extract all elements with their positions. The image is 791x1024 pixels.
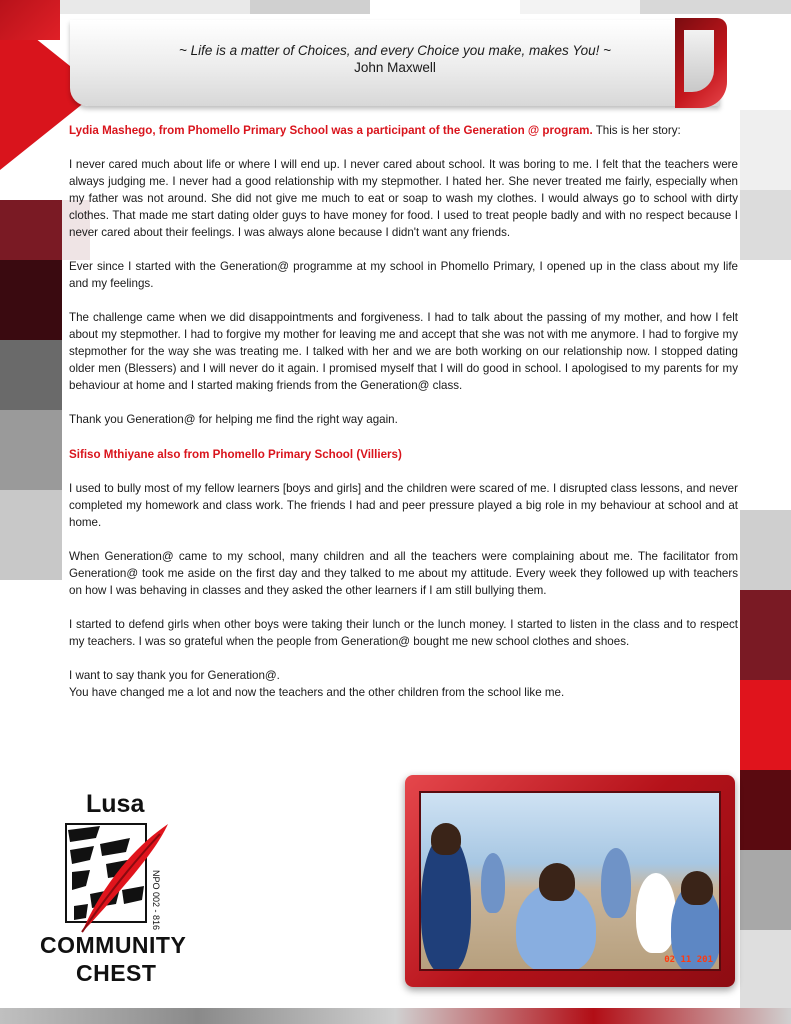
story1-paragraph: The challenge came when we did disappointments and forgiveness. I had to talk about the passing of my mother, and how I felt about my stepmother. I had to forgive my mother for leaving me and accept that she was not with me anymore. I had to forgive my stepmother for the way she was treating me. I talked with her and we are both working on our relationship now. I stopped dating older men (Blessers) and I will never do it again. I promised myself that I will do good in school. I apologised to my parents for my behaviour at home and I started making friends from the Generation@ class.	[69, 311, 738, 392]
quote	[120, 42, 670, 76]
logo-npo-number: NPO 002 - 816	[151, 870, 161, 931]
decor-square	[740, 110, 791, 190]
photo-figure	[539, 863, 575, 901]
photo-figure	[431, 823, 461, 855]
decor-square	[740, 930, 791, 1008]
story1-paragraph: I never cared much about life or where I will end up. I never cared about school. It was boring to me. I felt that the teachers were always judging me. I never had a good relationship with my stepmother. I hated her. She never treated me fairly, especially when my father was not around. She did not give me much to eat or soap to wash my clothes. I would always go to school with dirty clothes. That made me start dating older guys to have money for food. I used to treat people badly and with no respect because I never cared about their feelings. I was always alone because I didn't want any friends.	[69, 158, 738, 239]
photo-figure	[601, 848, 631, 918]
photo-figure	[481, 853, 505, 913]
story2-closing-2: You have changed me a lot and now the teachers and the other children from the school like me.	[69, 686, 565, 699]
photo-frame	[405, 775, 735, 987]
quote-text: ~ Life is a matter of Choices, and every Choice you make, makes You! ~	[179, 43, 611, 58]
story2-title: Sifiso Mthiyane also from Phomello Primary School (Villiers)	[69, 448, 402, 461]
lusa-community-chest-logo	[40, 790, 210, 990]
article-body	[69, 122, 738, 701]
decor-square	[0, 490, 62, 580]
story2-paragraph: I started to defend girls when other boys were taking their lunch or the lunch money. I started to listen in the class and to respect my teachers. I was so grateful when the people from Generation@ bought me new school clothes and shoes.	[69, 618, 738, 648]
decor-square	[250, 0, 370, 14]
decor-square	[0, 260, 62, 340]
story1-paragraph: Ever since I started with the Generation@ programme at my school in Phomello Primary, I opened up in the class about my life and my feelings.	[69, 260, 738, 290]
decor-square	[740, 770, 791, 850]
logo-lusa-text: Lusa	[86, 790, 145, 818]
decor-square	[740, 510, 791, 590]
decor-square	[520, 0, 640, 14]
story2-paragraph: I used to bully most of my fellow learners [boys and girls] and the children were scared of me. I disrupted class lessons, and never completed my homework and class work. The friends I had and peer pressure played a big role in my behaviour at school and at home.	[69, 482, 738, 529]
story1-title-suffix: This is her story:	[592, 124, 681, 137]
decor-square	[740, 190, 791, 260]
decor-square	[0, 340, 62, 410]
story2-paragraph: When Generation@ came to my school, many children and all the teachers were complaining about me. The facilitator from Generation@ took me aside on the first day and they talked to me about my attitude. Every week they followed up with teachers on how I was behaving in classes and they asked the other learners if I am still bullying them.	[69, 550, 738, 597]
logo-chest-text: CHEST	[76, 960, 157, 986]
corner-block	[0, 0, 60, 40]
decor-square	[0, 410, 62, 490]
story2-closing-1: I want to say thank you for Generation@.	[69, 669, 280, 682]
decor-square	[640, 0, 791, 14]
photo-figure	[681, 871, 713, 905]
bottom-decor-bar	[0, 1008, 791, 1024]
logo-community-text: COMMUNITY	[40, 932, 187, 958]
photo-figure	[636, 873, 676, 953]
banner-fold-inner	[684, 30, 714, 92]
children-photo	[419, 791, 721, 971]
decor-square	[740, 850, 791, 930]
decor-square	[0, 200, 62, 260]
story1-paragraph: Thank you Generation@ for helping me find the right way again.	[69, 413, 398, 426]
story1-heading	[69, 122, 738, 139]
story1-title: Lydia Mashego, from Phomello Primary School was a participant of the Generation @ program.	[69, 124, 593, 137]
decor-square	[740, 590, 791, 680]
quote-author: John Maxwell	[354, 60, 436, 75]
photo-date-stamp: 02 11 201	[664, 955, 713, 965]
decor-square	[740, 680, 791, 770]
